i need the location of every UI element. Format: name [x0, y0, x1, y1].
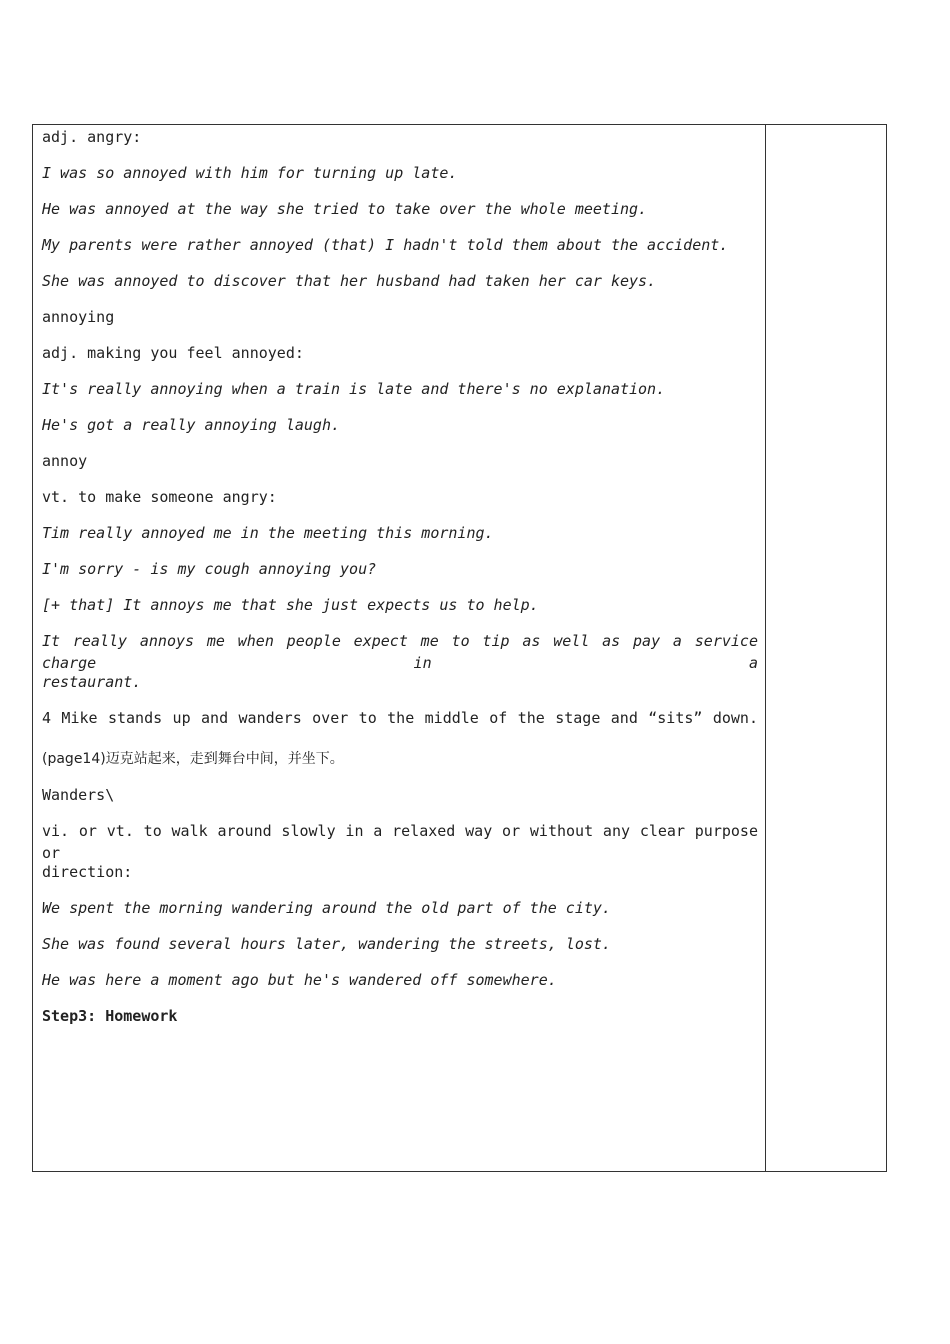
- definition-line: adj. making you feel annoyed:: [42, 344, 304, 362]
- example-sentence: I was so annoyed with him for turning up late.: [42, 164, 458, 182]
- example-sentence: She was found several hours later, wandering the streets, lost.: [42, 935, 611, 953]
- example-sentence: He was annoyed at the way she tried to take over the whole meeting.: [42, 200, 648, 218]
- example-sentence: My parents were rather annoyed (that) I hadn't told them about the accident.: [42, 236, 729, 254]
- example-sentence: Tim really annoyed me in the meeting this morning.: [42, 524, 494, 542]
- notes-column-divider: [765, 124, 766, 1172]
- example-sentence: It really annoys me when people expect me to tip as well as pay a service charge in a: [42, 632, 758, 672]
- example-sentence: I'm sorry - is my cough annoying you?: [42, 560, 377, 578]
- translation-line: (page14)迈克站起来，走到舞台中间，并坐下。: [42, 751, 344, 767]
- headword: annoy: [42, 452, 88, 470]
- example-sentence-continued: restaurant.: [42, 673, 142, 691]
- headword: Wanders\: [42, 786, 115, 804]
- definition-line: adj. angry:: [42, 128, 142, 146]
- example-sentence: It's really annoying when a train is late and there's no explanation.: [42, 380, 666, 398]
- definition-line: vt. to make someone angry:: [42, 488, 277, 506]
- definition-line-continued: direction:: [42, 863, 133, 881]
- example-sentence: She was annoyed to discover that her husband had taken her car keys.: [42, 272, 657, 290]
- example-sentence: He's got a really annoying laugh.: [42, 416, 341, 434]
- example-sentence: We spent the morning wandering around the old part of the city.: [42, 899, 611, 917]
- headword: annoying: [42, 308, 115, 326]
- example-sentence: [+ that] It annoys me that she just expects us to help.: [42, 596, 539, 614]
- example-sentence: He was here a moment ago but he's wandered off somewhere.: [42, 971, 557, 989]
- text-sentence: 4 Mike stands up and wanders over to the middle of the stage and “sits” down.: [42, 709, 758, 727]
- definition-line: vi. or vt. to walk around slowly in a relaxed way or without any clear purpose or: [42, 822, 758, 862]
- section-heading: Step3: Homework: [42, 1007, 178, 1025]
